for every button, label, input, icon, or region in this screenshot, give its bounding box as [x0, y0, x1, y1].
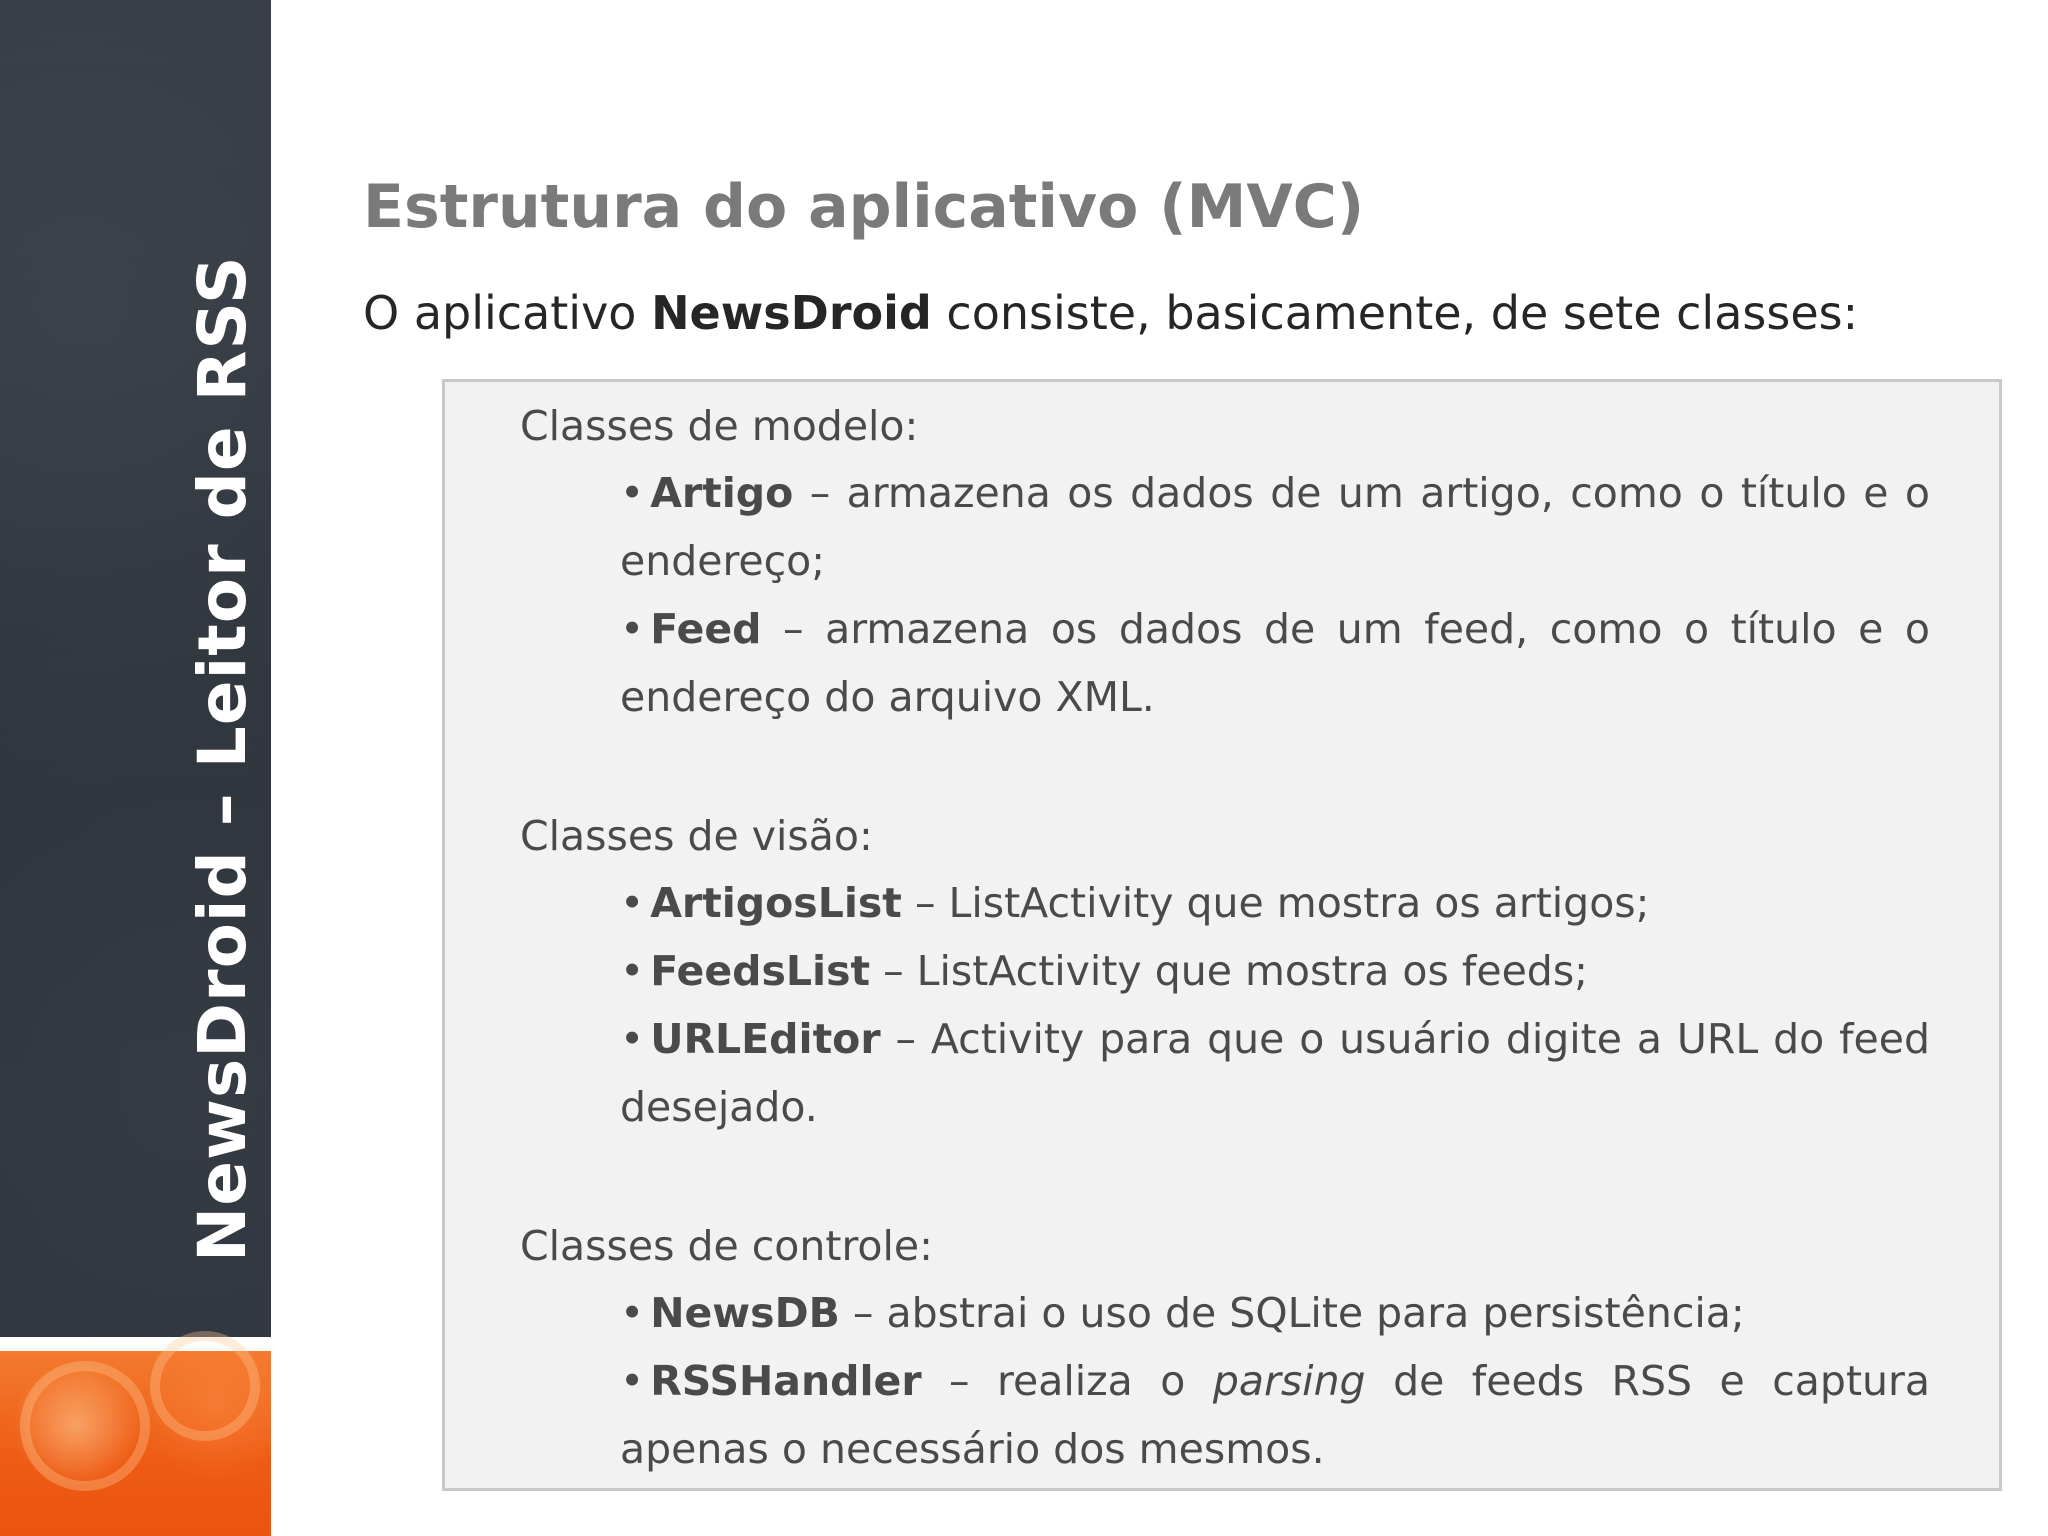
intro-text: [363, 286, 1858, 340]
class-name: Artigo: [650, 469, 794, 517]
class-name: Feed: [650, 605, 762, 653]
class-description: – ListActivity que mostra os feeds;: [870, 947, 1588, 995]
class-name: URLEditor: [650, 1015, 881, 1063]
class-name: ArtigosList: [650, 879, 902, 927]
list-item-urleditor: [620, 1005, 1930, 1141]
slide-title: Estrutura do aplicativo (MVC): [363, 172, 1365, 242]
classes-box: [442, 379, 2002, 1491]
bullet-dot: •: [620, 469, 645, 517]
class-description: – armazena os dados de um artigo, como o título e o endereço;: [620, 469, 1930, 585]
intro-post: consiste, basicamente, de sete classes:: [931, 286, 1859, 340]
class-description: – abstrai o uso de SQLite para persistência;: [839, 1289, 1745, 1337]
list-item-newsdb: [620, 1279, 1930, 1347]
class-description: – Activity para que o usuário digite a URL do feed desejado.: [620, 1015, 1930, 1131]
class-name: FeedsList: [650, 947, 871, 995]
bullet-dot: •: [620, 1357, 645, 1405]
bullet-dot: •: [620, 1015, 645, 1063]
group-heading-model: Classes de modelo:: [520, 402, 919, 450]
list-item-feedslist: [620, 937, 1930, 1005]
class-name: RSSHandler: [650, 1357, 922, 1405]
class-description: – armazena os dados de um feed, como o título e o endereço do arquivo XML.: [620, 605, 1930, 721]
intro-app-name: NewsDroid: [651, 286, 932, 340]
group-heading-view: Classes de visão:: [520, 812, 873, 860]
bullet-dot: •: [620, 947, 645, 995]
list-item-artigo: [620, 459, 1930, 595]
accent-ring: [20, 1361, 150, 1491]
sidebar-accent-decoration: [0, 1351, 271, 1536]
list-item-artigoslist: [620, 869, 1930, 937]
bullet-dot: •: [620, 879, 645, 927]
accent-ring: [150, 1331, 260, 1441]
class-description-pre: – realiza o: [921, 1357, 1213, 1405]
list-item-feed: [620, 595, 1930, 731]
list-item-rsshandler: [620, 1347, 1930, 1483]
bullet-dot: •: [620, 1289, 645, 1337]
intro-pre: O aplicativo: [363, 286, 652, 340]
bullet-dot: •: [620, 605, 645, 653]
group-heading-control: Classes de controle:: [520, 1222, 933, 1270]
sidebar-title: NewsDroid – Leitor de RSS: [184, 255, 261, 1262]
class-description: – ListActivity que mostra os artigos;: [901, 879, 1650, 927]
class-description-post: de feeds RSS e captura apenas o necessário dos mesmos.: [620, 1357, 1930, 1473]
class-name: NewsDB: [650, 1289, 840, 1337]
sidebar: [0, 0, 271, 1536]
class-description-italic: parsing: [1212, 1357, 1366, 1405]
